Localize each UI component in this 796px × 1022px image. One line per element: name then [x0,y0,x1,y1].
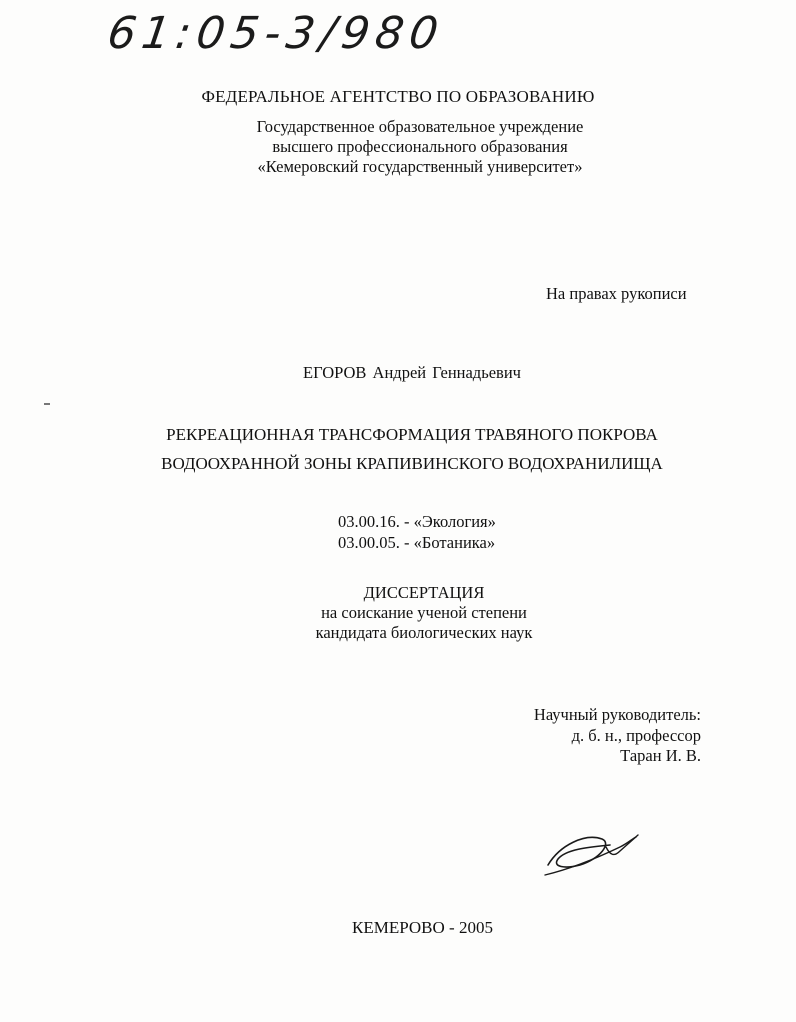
institution-line-1: Государственное образовательное учреждение [256,117,584,136]
degree-line-1: на соискание ученой степени [321,603,527,622]
archive-code-handwritten: 61:05-3/980 [104,8,448,59]
title-line-2: ВОДООХРАННОЙ ЗОНЫ КРАПИВИНСКОГО ВОДОХРАНИЛИЩА [161,454,663,473]
city-year: КЕМЕРОВО - 2005 [352,918,493,937]
institution-block [22,117,796,177]
title-line-1: РЕКРЕАЦИОННАЯ ТРАНСФОРМАЦИЯ ТРАВЯНОГО ПОКРОВА [166,425,658,444]
rights-note: На правах рукописи [546,284,687,303]
scan-speck [44,403,50,405]
specialty-item: 03.00.16. - «Экология» [338,512,496,531]
dissertation-heading: ДИССЕРТАЦИЯ [363,583,485,602]
agency-heading: ФЕДЕРАЛЬНОЕ АГЕНТСТВО ПО ОБРАЗОВАНИЮ [201,87,595,106]
institution-line-3: «Кемеровский государственный университет» [257,157,583,176]
dissertation-block [26,583,796,643]
institution-line-2: высшего профессионального образования [272,137,568,156]
supervisor-degree: д. б. н., профессор [571,725,701,745]
supervisor-role: Научный руководитель: [533,705,701,724]
handwritten-signature-icon [540,825,650,885]
supervisor-name: Таран И. В. [620,746,701,765]
author-name: ЕГОРОВ Андрей Геннадьевич [303,363,521,382]
specialty-codes [338,511,496,553]
degree-line-2: кандидата биологических наук [315,623,533,642]
dissertation-title [14,420,796,478]
supervisor-block [534,705,701,767]
specialty-item: 03.00.05. - «Ботаника» [338,533,496,552]
